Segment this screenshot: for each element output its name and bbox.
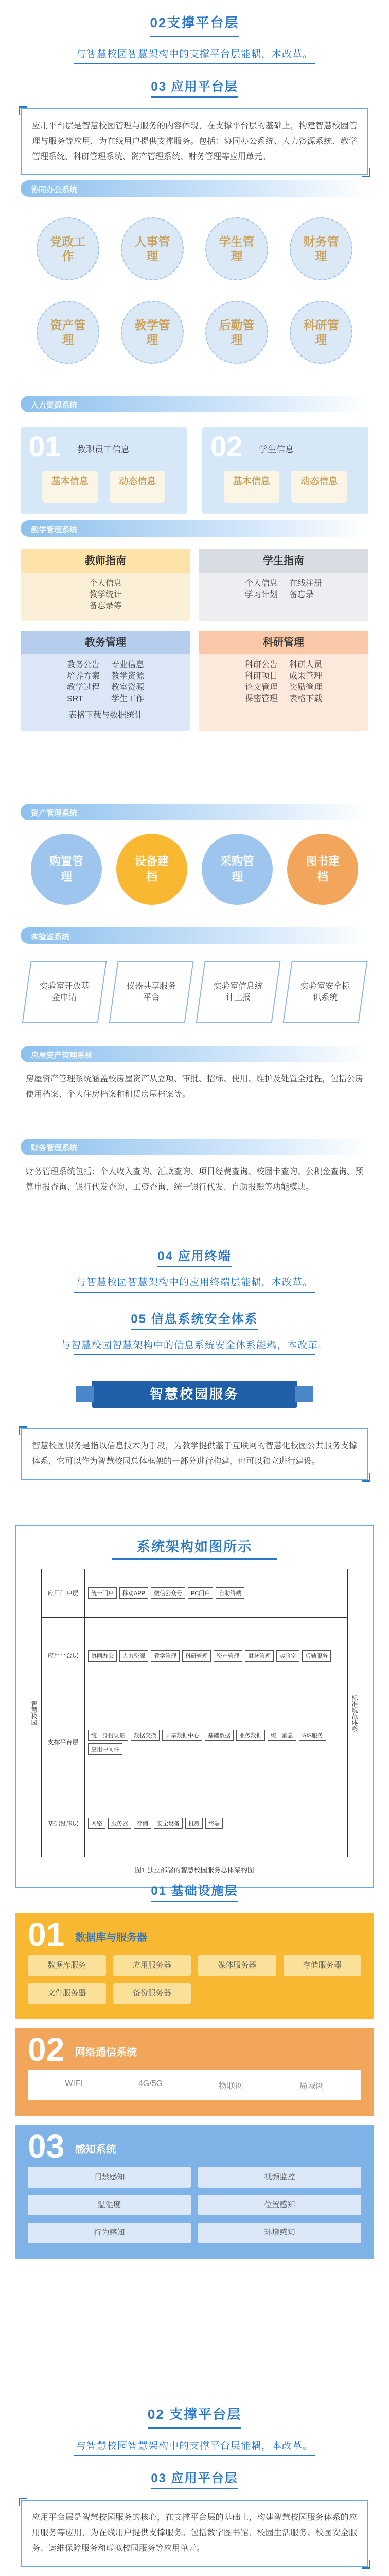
security-section [0, 1309, 389, 1355]
ribbon-label: 实验室系统 [31, 933, 70, 941]
infra-heading [0, 1880, 389, 1902]
bottom-app-heading [0, 2468, 389, 2489]
box-number: 02 [210, 430, 243, 463]
office-section [0, 180, 389, 364]
arch-cell: PC门户 [188, 1587, 213, 1599]
top-section [0, 9, 389, 64]
card-items [199, 659, 368, 705]
section-subtitle: 与智慧校园智慧架构中的支撑平台层能耦，本改革。 [0, 46, 389, 64]
grid-cell: 应用服务器 [113, 1955, 191, 1976]
arch-cell: 存储 [134, 1818, 151, 1829]
card-item: 专业信息 [111, 660, 145, 669]
grid-cell: 文件服务器 [28, 1983, 106, 2004]
card-title: 科研管理 [199, 631, 368, 654]
arch-layers [42, 1569, 347, 1857]
card-item: 科研公告 [244, 660, 278, 669]
arch-row [42, 1790, 347, 1857]
infra-block-sensing [15, 2125, 374, 2259]
grid-cell: 行为感知 [28, 2223, 191, 2243]
card-item: 成果管理 [289, 672, 323, 681]
section-title: 02 支撑平台层 [148, 2401, 241, 2429]
arch-cell: 微信公众号 [151, 1587, 185, 1599]
bottom-app-section [0, 2468, 389, 2576]
grid-cell: 存储服务器 [284, 1955, 362, 1976]
bottom-support-section [0, 2401, 389, 2456]
hr-box [21, 427, 187, 514]
block-name: 感知系统 [75, 2144, 116, 2155]
circle-item[interactable]: 人事管理 [121, 217, 184, 280]
ribbon [21, 396, 368, 412]
card-research [199, 631, 368, 731]
arch-row-label: 应用平台层 [42, 1618, 85, 1694]
ribbon-label: 房屋资产管理系统 [31, 1051, 93, 1060]
card-title: 学生指南 [199, 549, 368, 573]
card-item: 教务公告 [66, 660, 100, 669]
finance-section [0, 1139, 389, 1195]
chip-row [36, 471, 171, 503]
card-item: 科研项目 [244, 672, 278, 681]
lab-section [0, 927, 389, 1023]
teaching-section [0, 520, 389, 731]
arch-cell: GIS服务 [299, 1730, 326, 1741]
bottom-app-text: 应用平台层是智慧校园服务的核心，在支撑平台层的基础上，构建智慧校园服务体系的应用服务等应用，为在线用户提供支撑服务。包括数字图书馆、校园生活服务、校园安全服务、运维保障服务和虚拟校园服务等应用单元。 [21, 2500, 368, 2567]
card-item: 备忘录等 [89, 602, 122, 611]
arch-row [42, 1569, 347, 1618]
ribbon [21, 1046, 368, 1062]
apply-section [0, 1246, 389, 1293]
card-item: 在线注册 [289, 579, 323, 588]
chip[interactable]: 动态信息 [291, 471, 347, 503]
block-number: 02 [28, 2031, 65, 2068]
circle-item[interactable]: 科研管理 [290, 301, 352, 364]
arch-cell: 共享数据中心 [162, 1730, 202, 1741]
app-layer-section [0, 76, 389, 175]
network-item: WIFI [65, 2079, 83, 2088]
arch-cell: 应用中间件 [88, 1743, 122, 1755]
arch-cell: 财务管理 [245, 1650, 274, 1662]
asset-circle[interactable]: 采购管理 [202, 834, 273, 905]
card-item: 培养方案 [66, 672, 100, 681]
circle-item[interactable]: 资产管理 [37, 301, 99, 364]
asset-circle[interactable]: 设备建档 [116, 834, 187, 905]
block-name: 网络通信系统 [75, 2047, 137, 2058]
title-underline [112, 1558, 277, 1560]
block-number: 03 [28, 2128, 65, 2165]
arch-cell: 科研管理 [182, 1650, 211, 1662]
apply-sub-wrap [0, 1275, 389, 1293]
housing-section [0, 1046, 389, 1103]
section-subtitle: 与智慧校园智慧架构中的支撑平台层能耦，本改革。 [0, 2438, 389, 2456]
assets-section [0, 804, 389, 905]
arch-left-label: 智慧校园 [27, 1569, 42, 1857]
circle-item[interactable]: 后勤管理 [205, 301, 268, 364]
arch-cell: 终端 [205, 1818, 223, 1829]
circle-item[interactable]: 教学管理 [121, 301, 184, 364]
arch-right-label: 标准规范体系 [347, 1569, 362, 1857]
ribbon-label: 财务管理系统 [31, 1144, 78, 1153]
card-item: 科研人员 [289, 660, 323, 669]
network-item: 4G/5G [138, 2079, 163, 2088]
arch-cell: 实验室 [276, 1650, 299, 1662]
network-item: 局域网 [299, 2082, 324, 2091]
arch-cell: 自助终端 [216, 1587, 244, 1599]
hr-box [202, 427, 368, 514]
section-heading [0, 2401, 389, 2456]
ribbon [21, 520, 368, 537]
apply-subtitle: 与智慧校园智慧架构中的应用终端层能耦，本改革。 [0, 1275, 389, 1293]
arch-cell: 协同办公 [88, 1650, 117, 1662]
security-subtitle: 与智慧校园智慧架构中的信息系统安全体系能耦，本改革。 [0, 1337, 389, 1355]
security-heading [0, 1309, 389, 1330]
lab-item[interactable] [282, 961, 367, 1023]
ribbon [21, 804, 368, 820]
smart-service-section [0, 1381, 389, 1480]
arch-cell: 资产管理 [214, 1650, 242, 1662]
app-layer-heading [0, 76, 389, 98]
box-label: 学生信息 [259, 445, 294, 454]
arch-cell: 统一身份认证 [88, 1730, 128, 1741]
security-sub-wrap [0, 1337, 389, 1355]
arch-row-label: 应用门户层 [42, 1569, 85, 1617]
asset-circles [21, 834, 368, 905]
finance-text: 财务管理系统包括：个人收入查询、汇款查询、项目经费查询、校园卡查询、公积金查询、预算申报查询、银行代发查询、工资查询、统一银行代发、自助报账等功能模块。 [26, 1167, 364, 1192]
hr-section [0, 396, 389, 514]
arch-cell: 数据交换 [131, 1730, 160, 1741]
arch-cell: 移动APP [119, 1587, 148, 1599]
app-layer-title: 03 应用平台层 [151, 76, 238, 98]
smart-service-banner: 智慧校园服务 [92, 1381, 297, 1408]
arch-cell: 网络 [88, 1818, 105, 1829]
app-layer-text: 应用平台层是智慧校园管理与服务的内容体现，在支撑平台层的基础上，构建智慧校园管理与服务等应用，为在线用户提供支撑服务。包括：协同办公系统、人力资源系统、教学管理系统、科研管理系统、资产管理系统、财务管理等应用单元。 [21, 108, 368, 175]
arch-cell: 人力资源 [119, 1650, 148, 1662]
card-item: 教学过程 [66, 683, 100, 692]
card-academic-affairs [21, 631, 190, 731]
card-item: 学生工作 [111, 694, 145, 703]
arch-row-cells [85, 1618, 347, 1694]
lab-item[interactable] [22, 961, 107, 1023]
ribbon-label: 资产管理系统 [31, 809, 78, 818]
arch-cell: 基础数据 [205, 1730, 234, 1741]
figure-caption: 图1 独立部署的智慧校园服务总体架构图 [135, 1866, 254, 1874]
ribbon-label: 人力资源系统 [31, 401, 78, 410]
chip[interactable]: 基本信息 [42, 471, 98, 503]
lab-items [21, 961, 368, 1023]
card-item: 表格下载 [289, 694, 323, 703]
arch-cell: 业务数据 [236, 1730, 265, 1741]
card-items [21, 578, 190, 612]
card-title: 教师指南 [21, 549, 190, 573]
bottom-app-title: 03 应用平台层 [151, 2468, 238, 2489]
card-item: 奖励管理 [289, 683, 323, 692]
arch-cell: 教学管理 [151, 1650, 180, 1662]
section-title: 02支撑平台层 [150, 9, 239, 37]
arch-cell: 机房 [185, 1818, 203, 1829]
lab-item-label: 实验室安全标识系统 [300, 982, 350, 1002]
infra-block-network [15, 2028, 374, 2116]
block-name: 数据库与服务器 [75, 1932, 147, 1943]
box-number: 01 [29, 430, 61, 463]
circle-item[interactable]: 财务管理 [290, 217, 352, 280]
arch-row [42, 1694, 347, 1790]
card-student-guide [199, 549, 368, 621]
ribbon [21, 927, 368, 944]
chip[interactable]: 基本信息 [224, 471, 279, 503]
arch-row-cells [85, 1694, 347, 1790]
block-grid [28, 2167, 361, 2243]
chip-row [218, 471, 353, 503]
smart-service-text: 智慧校园服务是指以信息技术为手段，为教学提供基于互联网的智慧化校园公共服务支撑体系，它可以作为智慧校园总体框架的一部分进行构建，也可以独立进行建设。 [21, 1428, 368, 1480]
arch-row-cells [85, 1790, 347, 1857]
card-item: 教学资源 [111, 672, 145, 681]
card-title: 教务管理 [21, 631, 190, 654]
grid-cell: 数据库服务 [28, 1955, 106, 1976]
housing-text: 房屋资产管理系统涵盖校房屋资产从立项、审批、招标、使用、维护及处置全过程，包括公房使用档案、个人住房档案和租赁房屋档案等。 [26, 1075, 364, 1099]
circle-item[interactable]: 学生管理 [205, 217, 268, 280]
arch-row [42, 1618, 347, 1694]
architecture-title: 系统架构如图所示 [136, 1539, 252, 1554]
card-item: 教学统计 [89, 590, 122, 599]
card-item: 学习计划 [244, 590, 278, 599]
card-item: 个人信息 [244, 579, 278, 588]
arch-cell: 后勤服务 [302, 1650, 331, 1662]
ribbon [21, 180, 368, 197]
lab-item-label: 实验室开放基金申请 [39, 982, 89, 1002]
hr-boxes [21, 427, 368, 514]
office-circles [21, 217, 368, 364]
card-item: 个人信息 [89, 579, 122, 588]
grid-cell: 温湿度 [28, 2195, 191, 2215]
arch-row-label: 支撑平台层 [42, 1694, 85, 1790]
arch-row-label: 基础设施层 [42, 1790, 85, 1857]
lab-item[interactable] [196, 961, 280, 1023]
card-item: SRT [66, 694, 83, 703]
card-item: 论文管理 [244, 683, 278, 692]
grid-cell: 备份服务器 [113, 1983, 191, 2004]
apply-title: 04 应用终端 [157, 1246, 231, 1267]
asset-circle[interactable]: 图书建档 [287, 834, 358, 905]
card-teacher-guide [21, 549, 190, 621]
grid-cell: 门禁感知 [28, 2167, 191, 2188]
ribbon-label: 教学管理系统 [31, 526, 78, 534]
apply-heading [0, 1246, 389, 1267]
arch-cell: 服务器 [108, 1818, 131, 1829]
grid-cell: 位置感知 [198, 2195, 361, 2215]
ribbon-label: 协同办公系统 [31, 185, 78, 194]
block-grid [28, 1955, 361, 2004]
ribbon [21, 1139, 368, 1155]
arch-cell: 统一消息 [268, 1730, 296, 1741]
arch-cell: 安全设备 [154, 1818, 183, 1829]
infra-title: 01 基础设施层 [151, 1880, 238, 1902]
card-items [21, 659, 190, 705]
architecture-diagram [27, 1569, 362, 1857]
card-item: 表格下载与数据统计 [68, 711, 143, 720]
box-label: 教职员工信息 [77, 445, 130, 454]
card-items [199, 578, 368, 601]
grid-cell: 环境感知 [198, 2223, 361, 2243]
arch-row-cells [85, 1569, 347, 1617]
architecture-section [0, 1525, 389, 1888]
network-row [28, 2070, 361, 2100]
card-item: 保密管理 [244, 694, 278, 703]
teaching-cards [21, 549, 368, 731]
asset-circle[interactable]: 购置管理 [31, 834, 102, 905]
arch-cell: 统一门户 [88, 1587, 117, 1599]
block-number: 01 [28, 1916, 65, 1953]
grid-cell: 媒体服务器 [198, 1955, 276, 1976]
infra-section [0, 1880, 389, 2259]
card-item: 教室资源 [111, 683, 145, 692]
lab-item[interactable] [109, 961, 193, 1023]
section-heading [0, 9, 389, 64]
security-title: 05 信息系统安全体系 [131, 1309, 258, 1330]
card-item: 备忘录 [289, 590, 314, 599]
circle-item[interactable]: 党政工作 [37, 217, 99, 280]
infra-block-servers [15, 1913, 374, 2019]
network-item: 物联网 [218, 2082, 243, 2091]
lab-item-label: 实验室信息统计上报 [213, 982, 263, 1002]
grid-cell: 视频监控 [198, 2167, 361, 2188]
architecture-frame [15, 1525, 374, 1888]
lab-item-label: 仪器共享服务平台 [126, 982, 176, 1002]
chip[interactable]: 动态信息 [110, 471, 165, 503]
